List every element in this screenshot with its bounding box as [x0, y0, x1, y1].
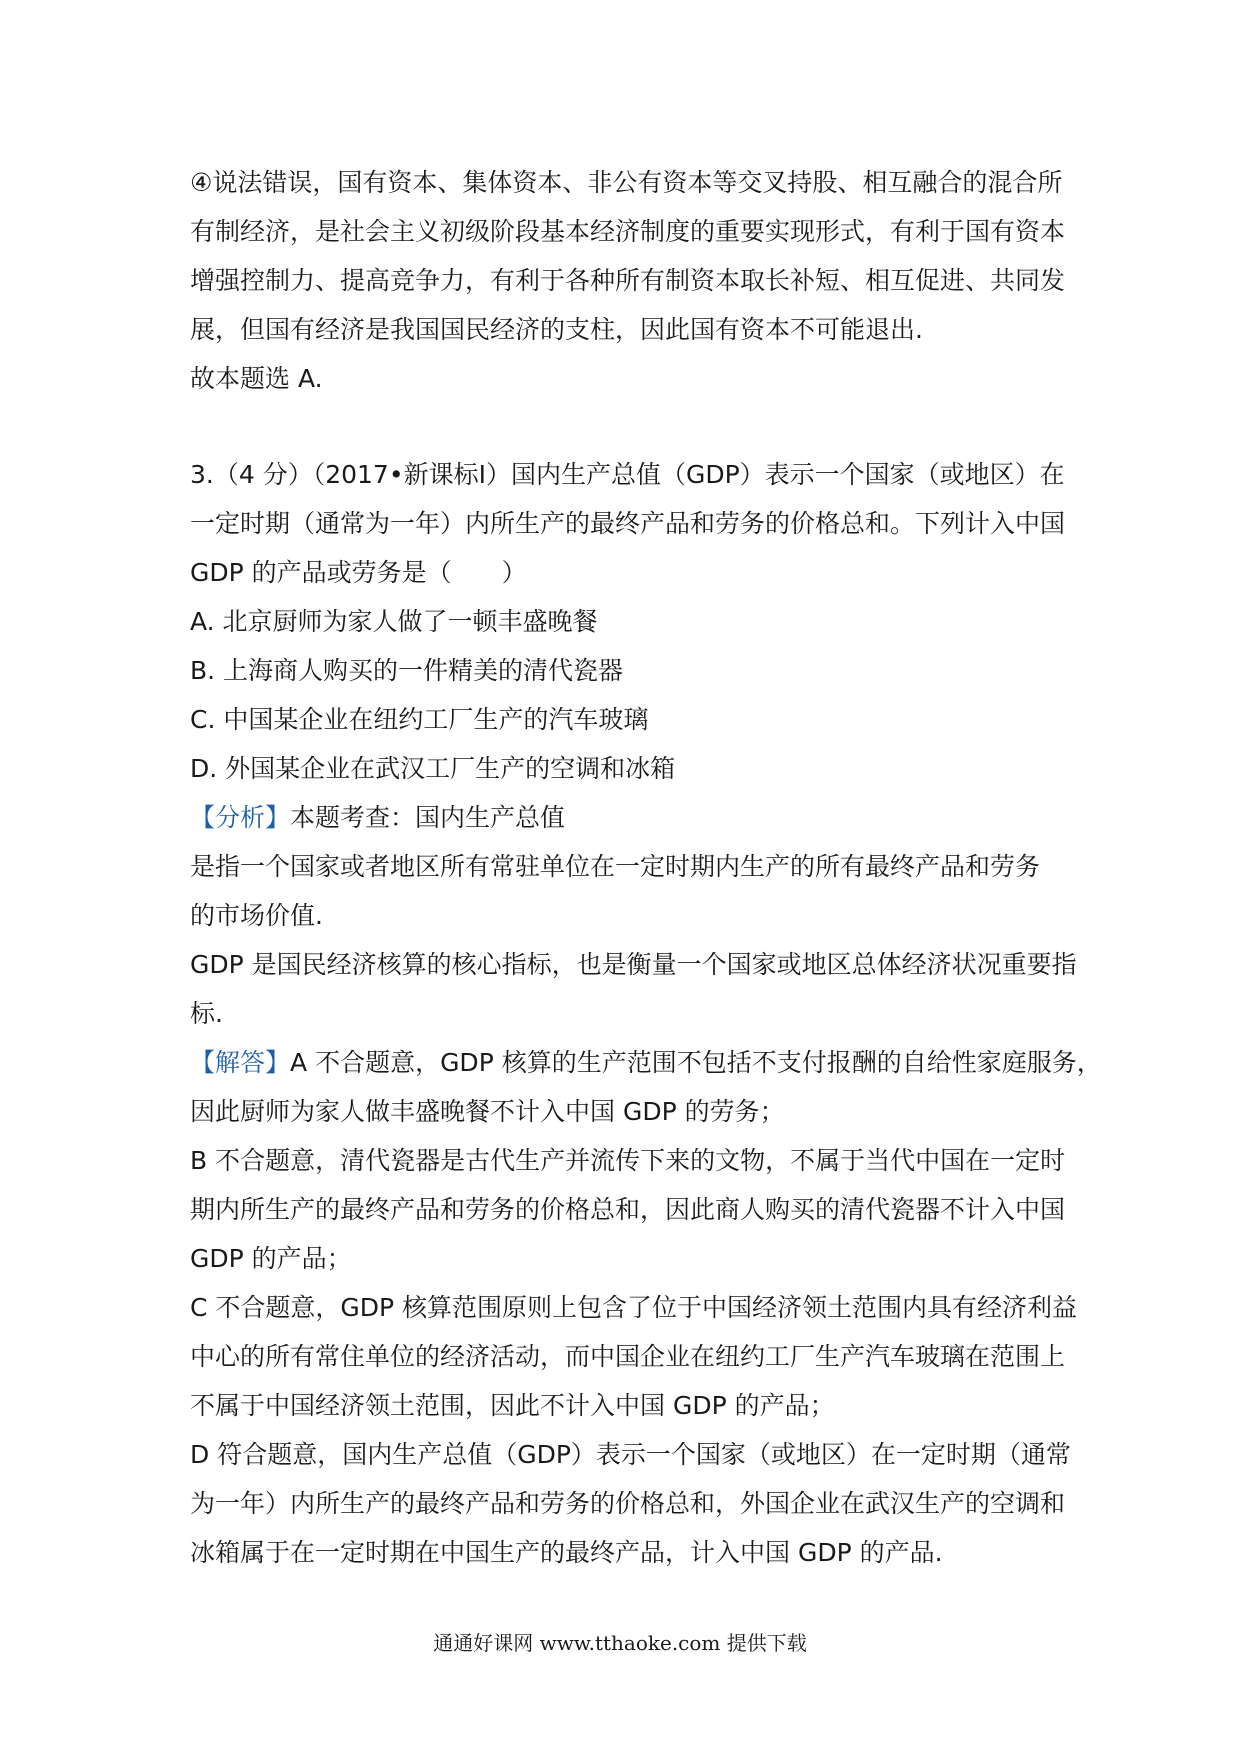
- solution-line: C 不合题意，GDP 核算范围原则上包含了位于中国经济领土范围内具有经济利益: [190, 1293, 1078, 1322]
- option-a: A. 北京厨师为家人做了一顿丰盛晚餐: [190, 607, 598, 636]
- text-line: 展，但国有经济是我国国民经济的支柱，因此国有资本不可能退出.: [190, 315, 923, 344]
- solution-line: 中心的所有常住单位的经济活动，而中国企业在纽约工厂生产汽车玻璃在范围上: [190, 1342, 1066, 1371]
- text-line: ④说法错误，国有资本、集体资本、非公有资本等交叉持股、相互融合的混合所: [190, 168, 1063, 197]
- option-d: D. 外国某企业在武汉工厂生产的空调和冰箱: [190, 754, 676, 783]
- solution-line: 冰箱属于在一定时期在中国生产的最终产品，计入中国 GDP 的产品.: [190, 1538, 943, 1567]
- spacer: [190, 403, 1060, 450]
- solution-line: 期内所生产的最终产品和劳务的价格总和，因此商人购买的清代瓷器不计入中国: [190, 1195, 1066, 1224]
- analysis-heading-line: [190, 793, 1060, 842]
- solution-line: 因此厨师为家人做丰盛晚餐不计入中国 GDP 的劳务；: [190, 1097, 785, 1126]
- solution-block: [190, 1038, 1102, 1577]
- conclusion-line: 故本题选 A.: [190, 364, 323, 393]
- page-footer: 通通好课网 www.tthaoke.com 提供下载: [433, 1631, 807, 1655]
- solution-line: D 符合题意，国内生产总值（GDP）表示一个国家（或地区）在一定时期（通常: [190, 1440, 1071, 1469]
- solution-line: 为一年）内所生产的最终产品和劳务的价格总和，外国企业在武汉生产的空调和: [190, 1489, 1066, 1518]
- option-b: B. 上海商人购买的一件精美的清代瓷器: [190, 656, 624, 685]
- solution-tag: 【解答】: [190, 1048, 291, 1077]
- solution-first-line: A 不合题意，GDP 核算的生产范围不包括不支付报酬的自给性家庭服务，: [290, 1048, 1102, 1077]
- solution-line: B 不合题意，清代瓷器是古代生产并流传下来的文物，不属于当代中国在一定时: [190, 1146, 1066, 1175]
- question-stem-line: GDP 的产品或劳务是（ ）: [190, 558, 527, 587]
- analysis-tag: 【分析】: [190, 803, 291, 832]
- analysis-first-line: 本题考查：国内生产总值: [290, 803, 566, 832]
- question-stem-line: 3.（4 分）（2017•新课标Ⅰ）国内生产总值（GDP）表示一个国家（或地区）在: [190, 460, 1065, 489]
- analysis-line: 标.: [190, 999, 223, 1028]
- analysis-line: 的市场价值.: [190, 901, 323, 930]
- question-block: [190, 450, 1066, 793]
- previous-answer-block: [190, 158, 1066, 403]
- solution-line: 不属于中国经济领土范围，因此不计入中国 GDP 的产品；: [190, 1391, 835, 1420]
- analysis-line: GDP 是国民经济核算的核心指标，也是衡量一个国家或地区总体经济状况重要指: [190, 950, 1077, 979]
- solution-line: GDP 的产品；: [190, 1244, 352, 1273]
- text-line: 增强控制力、提高竞争力，有利于各种所有制资本取长补短、相互促进、共同发: [190, 266, 1066, 295]
- analysis-line: 是指一个国家或者地区所有常驻单位在一定时期内生产的所有最终产品和劳务: [190, 852, 1041, 881]
- solution-heading-line: [190, 1038, 1102, 1087]
- text-line: 有制经济，是社会主义初级阶段基本经济制度的重要实现形式，有利于国有资本: [190, 217, 1066, 246]
- question-stem-line: 一定时期（通常为一年）内所生产的最终产品和劳务的价格总和。下列计入中国: [190, 509, 1066, 538]
- document-page: [190, 158, 1102, 1577]
- analysis-block: [190, 793, 1077, 1038]
- option-c: C. 中国某企业在纽约工厂生产的汽车玻璃: [190, 705, 649, 734]
